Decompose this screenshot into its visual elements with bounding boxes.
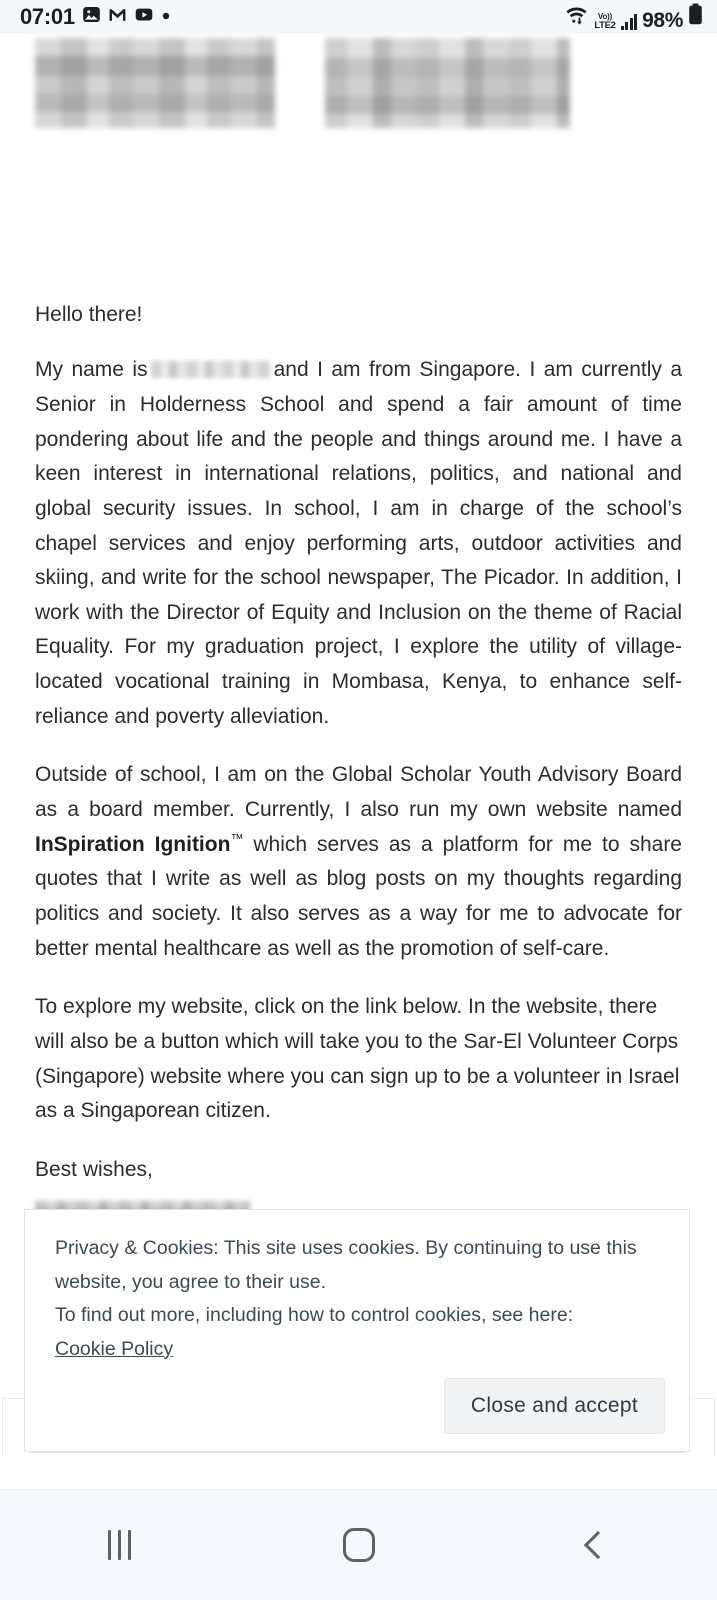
paragraph-intro: [35, 353, 682, 734]
trademark-symbol: ™: [230, 830, 244, 846]
photos-icon: [82, 5, 101, 29]
page-divider: [30, 1452, 685, 1453]
android-navigation-bar: [0, 1489, 717, 1600]
redacted-name: [151, 361, 271, 378]
paragraph-website-part-a: Outside of school, I am on the Global Scholar Youth Advisory Board as a board member. Currently, I also run my own website named: [35, 763, 682, 822]
signal-bars-icon: [621, 14, 638, 30]
article-body: [0, 301, 717, 1223]
redacted-header-blocks: [0, 34, 717, 134]
status-bar-left: [20, 5, 171, 29]
recents-icon: [108, 1530, 131, 1560]
signoff-text: Best wishes,: [35, 1157, 153, 1181]
status-bar: [0, 0, 717, 34]
cookie-consent-banner: [24, 1209, 690, 1452]
youtube-icon: [134, 5, 154, 29]
back-chevron-icon: [583, 1531, 611, 1559]
paragraph-website-part-b: which serves as a platform for me to share quotes that I write as well as blog posts on my thoughts regarding politics and society. It also serves as a way for me to advocate for better mental healthcare as well as the promotion of self-care.: [35, 832, 682, 960]
gmail-icon: [108, 5, 127, 29]
cookie-banner-actions: [444, 1378, 665, 1434]
brand-name: InSpiration Ignition: [35, 832, 231, 856]
cookie-banner-line-1: Privacy & Cookies: This site uses cookies. By continuing to use this website, you agree to their use.: [55, 1237, 637, 1293]
cookie-policy-link[interactable]: Cookie Policy: [55, 1337, 174, 1360]
volte-icon: [594, 13, 615, 31]
volte-bottom-label: LTE2: [594, 19, 616, 31]
wifi-icon: [564, 4, 589, 31]
close-and-accept-button[interactable]: Close and accept: [444, 1378, 665, 1434]
status-bar-right: [564, 3, 703, 31]
greeting-text: Hello there!: [35, 303, 143, 326]
paragraph-website: [35, 758, 682, 966]
paragraph-intro-pre: My name is: [35, 358, 148, 382]
recents-button[interactable]: [60, 1510, 180, 1580]
cookie-banner-text: [25, 1210, 689, 1366]
paragraph-explore: To explore my website, click on the link below. In the website, there will also be a button which will take you to the Sar-El Volunteer Corps (Singapore) website where you can sign up to be a volunteer in Israel as a Singaporean citizen.: [35, 995, 680, 1123]
notification-dot-icon: [161, 8, 171, 26]
paragraph-intro-post: and I am from Singapore. I am currently a Senior in Holderness School and spend a fair amount of time pondering about life and the people and things around me. I have a keen interest in international relations, politics, and national and global security issues. In school, I am in charge of the school’s chapel services and enjoy performing arts, outdoor activities and skiing, and write for the school newspaper, The Picador. In addition, I work with the Director of Equity and Inclusion on the theme of Racial Equality. For my graduation project, I explore the utility of village-located vocational training in Mombasa, Kenya, to enhance self-reliance and poverty alleviation.: [35, 358, 682, 728]
redacted-block-right: [325, 38, 570, 128]
redacted-block-left: [35, 38, 275, 128]
home-button[interactable]: [299, 1510, 419, 1580]
status-bar-clock: 07:01: [20, 4, 75, 29]
battery-percent-label: 98%: [642, 9, 683, 32]
back-button[interactable]: [538, 1510, 658, 1580]
cookie-banner-line-2: To find out more, including how to control cookies, see here:: [55, 1304, 574, 1327]
volte-top-label: Vo)): [597, 11, 613, 21]
home-icon: [343, 1528, 375, 1562]
battery-icon: [688, 3, 703, 30]
